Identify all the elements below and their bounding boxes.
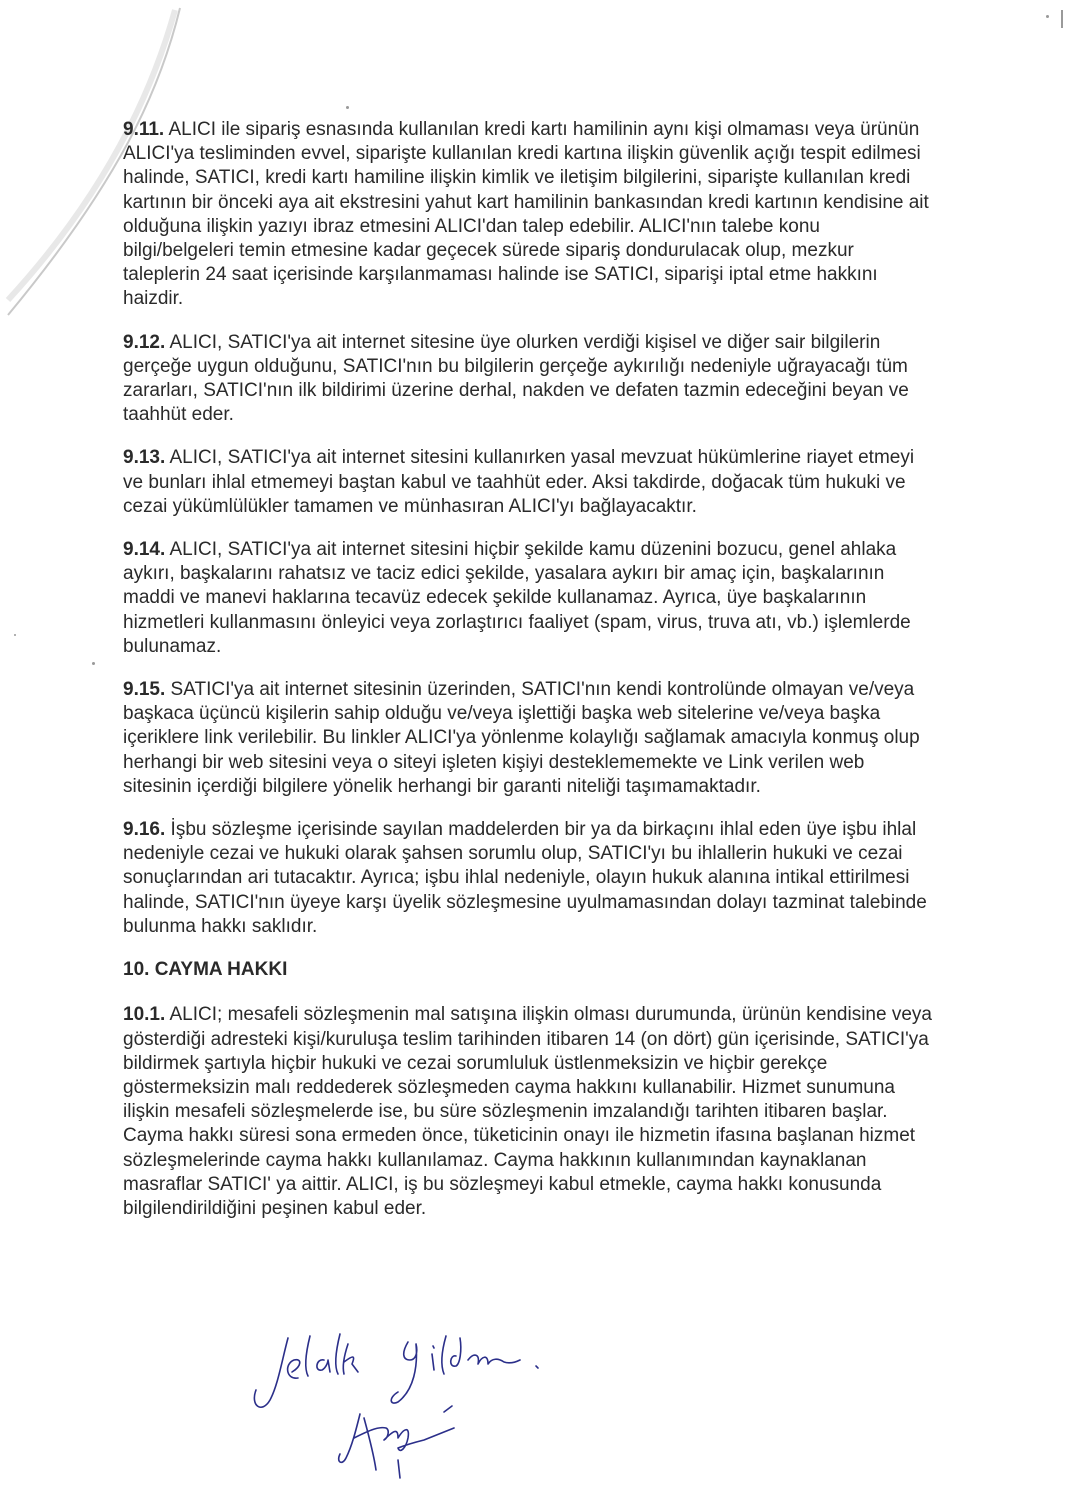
section-heading: 10. CAYMA HAKKI xyxy=(123,959,288,981)
clause-text: ALICI; mesafeli sözleşmenin mal satışına ilişkin olması durumunda, ürünün kendisine veya gösterdiği adresteki kişi/kuruluşa teslim tarihinden itibaren 14 (on dört) gün içerisinde, SATICI'ya bildirmek şartıyla hiçbir hukuki ve cezai sorumluluk üstlenmeksizin ve hiçbir gerekçe göstermeksizin malı reddederek sözleşmeden cayma hakkını kullanabilir. Hizmet sunumuna ilişkin mesafeli sözleşmelerde ise, bu süre sözleşmenin imzalandığı tarihten itibaren başlar. Cayma hakkı süresi sona ermeden önce, tüketicinin onayı ile hizmetin ifasına başlanan hizmet sözleşmelerinde cayma hakkı kullanılamaz. Cayma hakkının kullanımından kaynaklanan masraflar SATICI' ya aittir. ALICI, iş bu sözleşmeyi kabul etmekle, cayma hakkı konusunda bilgilendirildiğini peşinen kabul eder. xyxy=(123,1004,932,1219)
clause-9-13 xyxy=(123,446,933,519)
clause-number: 9.13. xyxy=(123,447,166,469)
scan-speck xyxy=(1046,15,1049,18)
document-body xyxy=(123,118,933,1240)
clause-text: SATICI'ya ait internet sitesinin üzerinden, SATICI'nın kendi kontrolünde olmayan ve/veya başkaca üçüncü kişilerin sahip olduğu ve/veya işlettiği başka web sitelerine ve/veya başka içeriklere link verilebilir. Bu linkler ALICI'ya yönlenme kolaylığı sağlamak amacıyla konmuş olup herhangi bir web sitesini veya o siteyi işleten kişiyi desteklememekte ve Link verilen web sitesinin içerdiği bilgilere yönelik herhangi bir garanti niteliği taşımamaktadır. xyxy=(123,679,920,797)
clause-number: 9.11. xyxy=(123,119,165,140)
clause-text: ALICI ile sipariş esnasında kullanılan kredi kartı hamilinin aynı kişi olmaması veya ürünün ALICI'ya tesliminden evvel, siparişte kullanılan kredi kartına ilişkin güvenlik açığı tespit edilmesi halinde, SATICI, kredi kartı hamiline ilişkin kimlik ve iletişim bilgilerini, siparişte kullanılan kredi kartının bir önceki aya ait ekstresini yahut kart hamilinin bankasından kredi kartının kendisine ait olduğuna ilişkin yazıyı ibraz etmesini ALICI'dan talep edebilir. ALICI'nın talebe konu bilgi/belgeleri temin etmesine kadar geçecek sürede sipariş dondurulacak olup, mezkur taleplerin 24 saat içerisinde karşılanmaması halinde ise SATICI, siparişi iptal etme hakkını haizdir. xyxy=(123,119,929,310)
clause-number: 9.14. xyxy=(123,539,166,561)
scan-speck xyxy=(92,662,95,665)
clause-9-14 xyxy=(123,538,933,659)
clause-9-15 xyxy=(123,678,933,799)
clause-10-1 xyxy=(123,1003,933,1221)
clause-text: İşbu sözleşme içerisinde sayılan maddelerden bir ya da birkaçını ihlal eden üye işbu ihlal nedeniyle cezai ve hukuki olarak şahsen sorumlu olup, SATICI'yı bu ihlallerin hukuki ve cezai sonuçlarından ari tutacaktır. Ayrıca; işbu ihlal nedeniyle, olayın hukuk alanına intikal ettirilmesi halinde, SATICI'nın üyeye karşı üyelik sözleşmesine uyulmamasından dolayı tazminat talebinde bulunma hakkı saklıdır. xyxy=(123,819,927,937)
clause-text: ALICI, SATICI'ya ait internet sitesini hiçbir şekilde kamu düzenini bozucu, genel ahlaka aykırı, başkalarını rahatsız ve taciz edici şekilde, yasalara aykırı bir amaç için, başkalarının maddi ve manevi haklarına tecavüz edecek şekilde kullanamaz. Ayrıca, üye başkalarının hizmetleri kullanmasını önleyici veya zorlaştırıcı faaliyet (spam, virus, truva atı, vb.) işlemlerde bulunamaz. xyxy=(123,539,911,657)
clause-number: 9.12. xyxy=(123,331,166,353)
clause-number: 10.1. xyxy=(123,1004,166,1026)
clause-9-11 xyxy=(123,118,933,312)
clause-number: 9.15. xyxy=(123,679,166,701)
clause-number: 9.16. xyxy=(123,819,166,841)
clause-9-16 xyxy=(123,818,933,939)
scan-speck xyxy=(346,106,349,109)
handwritten-signature-icon xyxy=(248,1330,578,1480)
clause-text: ALICI, SATICI'ya ait internet sitesine üye olurken verdiği kişisel ve diğer sair bilgilerin gerçeğe uygun olduğunu, SATICI'nın bu bilgilerin gerçeğe aykırılığı nedeniyle uğrayacağı tüm zararları, SATICI'nın ilk bildirimi üzerine derhal, nakden ve defaten tazmin edeceğini beyan ve taahhüt eder. xyxy=(123,331,909,426)
scan-speck xyxy=(14,634,16,636)
clause-text: ALICI, SATICI'ya ait internet sitesini kullanırken yasal mevzuat hükümlerine riayet etmeyi ve bunları ihlal etmemeyi baştan kabul ve taahhüt eder. Aksi takdirde, doğacak tüm hukuki ve cezai yükümlülükler tamamen ve münhasıran ALICI'yı bağlayacaktır. xyxy=(123,447,915,517)
clause-9-12 xyxy=(123,331,933,428)
